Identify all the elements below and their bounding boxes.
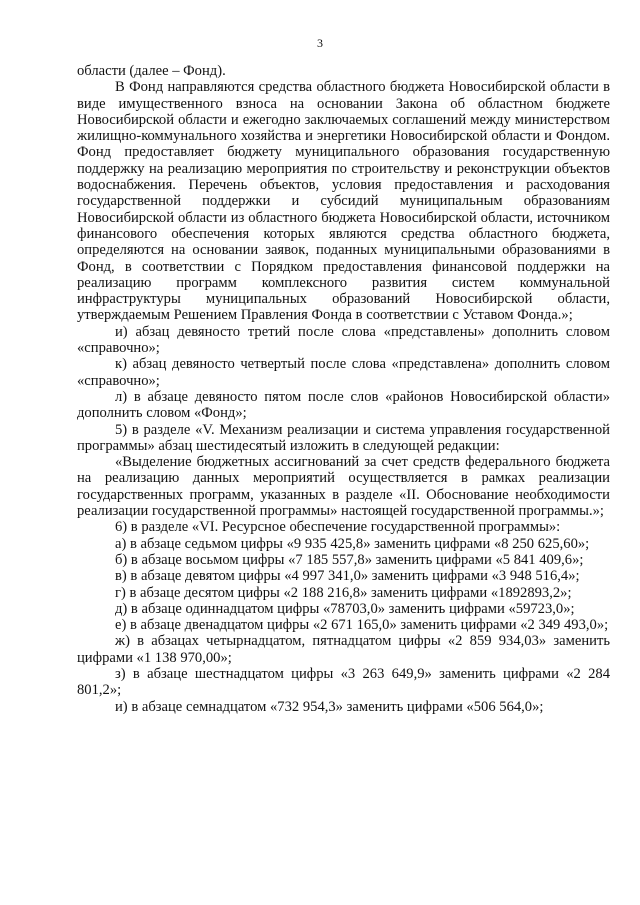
paragraph-item-e: е) в абзаце двенадцатом цифры «2 671 165,0» заменить цифрами «2 349 493,0»; (115, 617, 609, 634)
paragraph-item-i2: и) в абзаце семнадцатом «732 954,3» заменить цифрами «506 564,0»; (115, 698, 544, 715)
paragraph-item-i: и) абзац девяносто третий после слова «представлены» дополнить словом «справочно»; (77, 323, 610, 357)
paragraph-fund-description: В Фонд направляются средства областного бюджета Новосибирской области в виде имущественного взноса на основании Закона об областном бюджете Новосибирской области и ежегодно заключаемых соглашений между министерством жилищно-коммунального хозяйства и энергетики Новосибирской области и Фондом. Фонд предоставляет бюджету муниципального образования государственную поддержку на реализацию мероприятия по строительству и реконструкции объектов водоснабжения. Перечень объектов, условия предоставления и расходования государственной поддержки и субсидий муниципальным образованиям Новосибирской области из областного бюджета Новосибирской области, источником финансового обеспечения которых являются средства областного бюджета, определяются на основании заявок, поданных муниципальными образованиями в Фонд, в соответствии с Порядком предоставления финансовой поддержки на реализацию программ комплексного развития систем коммунальной инфраструктуры муниципальных образований Новосибирской области, утверждаемым Решением Правления Фонда в соответствии с Уставом Фонда.»; (77, 79, 610, 324)
document-body (77, 63, 610, 715)
paragraph-item-b: б) в абзаце восьмом цифры «7 185 557,8» заменить цифрами «5 841 409,6»; (115, 551, 584, 568)
paragraph-quoted-text: «Выделение бюджетных ассигнований за счет средств федерального бюджета на реализацию данных мероприятий осуществляется в рамках реализации государственных программ, указанных в разделе «II. Обоснование необходимости реализации государственной программы» настоящей государственной программы.»; (77, 454, 610, 520)
paragraph-item-z: з) в абзаце шестнадцатом цифры «3 263 649,9» заменить цифрами «2 284 801,2»; (77, 665, 610, 699)
paragraph-item-zh: ж) в абзацах четырнадцатом, пятнадцатом цифры «2 859 934,03» заменить цифрами «1 138 970,00»; (77, 633, 610, 666)
page-number: 3 (317, 36, 323, 50)
paragraph-item-v: в) в абзаце девятом цифры «4 997 341,0» заменить цифрами «3 948 516,4»; (115, 568, 580, 585)
paragraph-item-6: 6) в разделе «VI. Ресурсное обеспечение государственной программы»: (115, 519, 561, 536)
paragraph-item-g: г) в абзаце десятом цифры «2 188 216,8» заменить цифрами «1892893,2»; (115, 584, 572, 601)
paragraph-continuation: области (далее – Фонд). (77, 63, 226, 79)
paragraph-item-k: к) абзац девяносто четвертый после слова «представлена» дополнить словом «справочно»; (77, 356, 610, 389)
paragraph-item-d: д) в абзаце одиннадцатом цифры «78703,0» заменить цифрами «59723,0»; (115, 600, 575, 617)
paragraph-item-l: л) в абзаце девяносто пятом после слов «районов Новосибирской области» дополнить словом «Фонд»; (77, 388, 610, 422)
paragraph-item-5: 5) в разделе «V. Механизм реализации и система управления государственной программы» абзац шестидесятый изложить в следующей редакции: (77, 421, 610, 454)
paragraph-item-a: а) в абзаце седьмом цифры «9 935 425,8» заменить цифрами «8 250 625,60»; (115, 535, 590, 552)
